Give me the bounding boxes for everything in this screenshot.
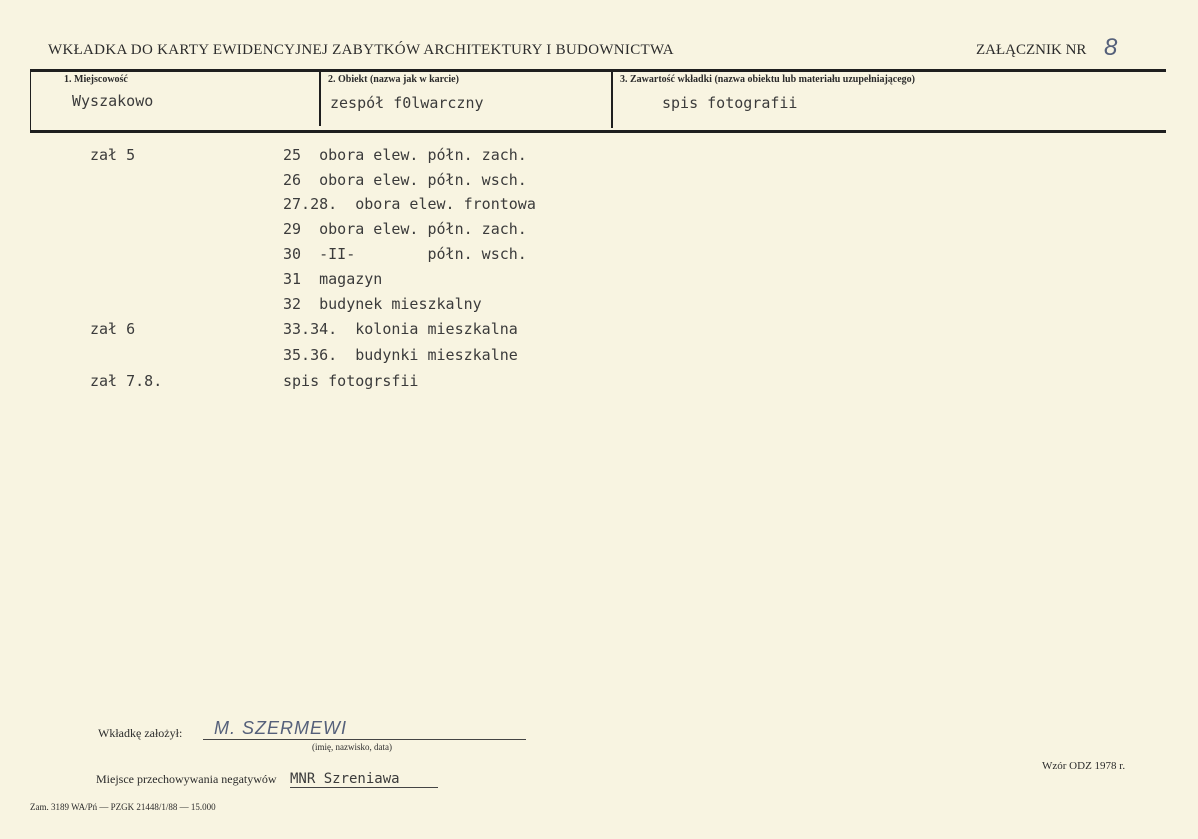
- founder-hint: (imię, nazwisko, data): [312, 742, 392, 752]
- column-label-object: 2. Obiekt (nazwa jak w karcie): [328, 74, 459, 85]
- annex-number: 8: [1104, 34, 1118, 61]
- entry-text: 30 -II- półn. wsch.: [283, 245, 527, 263]
- entry-text: spis fotogrsfii: [283, 372, 419, 390]
- column-divider-1: [319, 70, 321, 126]
- storage-value: MNR Szreniawa: [290, 771, 400, 787]
- form-note: Wzór ODZ 1978 r.: [1042, 760, 1126, 772]
- storage-label: Miejsce przechowywania negatywów: [96, 772, 277, 786]
- column-value-contents: spis fotografii: [662, 94, 798, 112]
- header-top-rule: [30, 69, 1166, 72]
- founder-signature: M. SZERMEWI: [214, 718, 347, 738]
- column-divider-left: [30, 70, 31, 130]
- card-title: WKŁADKA DO KARTY EWIDENCYJNEJ ZABYTKÓW ARCHITEKTURY I BUDOWNICTWA: [48, 42, 674, 58]
- entry-text: 25 obora elew. półn. zach.: [283, 146, 527, 164]
- entry-text: 26 obora elew. półn. wsch.: [283, 171, 527, 189]
- annex-label: ZAŁĄCZNIK NR: [976, 42, 1087, 58]
- print-note: Zam. 3189 WA/Pń — PZGK 21448/1/88 — 15.000: [30, 802, 216, 812]
- column-value-object: zespół f0lwarczny: [330, 94, 484, 112]
- column-divider-2: [611, 70, 613, 128]
- founder-label: Wkładkę założył:: [98, 726, 183, 740]
- entry-text: 35.36. budynki mieszkalne: [283, 346, 518, 364]
- storage-underline: [290, 787, 438, 788]
- column-label-locality: 1. Miejscowość: [64, 74, 128, 85]
- entry-text: 32 budynek mieszkalny: [283, 295, 482, 313]
- entry-text: 31 magazyn: [283, 270, 383, 288]
- entry-group: zał 5: [90, 146, 136, 164]
- column-value-locality: Wyszakowo: [72, 92, 154, 110]
- entry-text: 33.34. kolonia mieszkalna: [283, 320, 518, 338]
- entry-text: 29 obora elew. półn. zach.: [283, 220, 527, 238]
- entry-group: zał 6: [90, 320, 136, 338]
- entry-group: zał 7.8.: [90, 372, 163, 390]
- column-label-contents: 3. Zawartość wkładki (nazwa obiektu lub materiału uzupełniającego): [620, 74, 916, 85]
- header-bottom-rule: [30, 130, 1166, 133]
- founder-underline: [203, 739, 526, 740]
- entry-text: 27.28. obora elew. frontowa: [283, 195, 536, 213]
